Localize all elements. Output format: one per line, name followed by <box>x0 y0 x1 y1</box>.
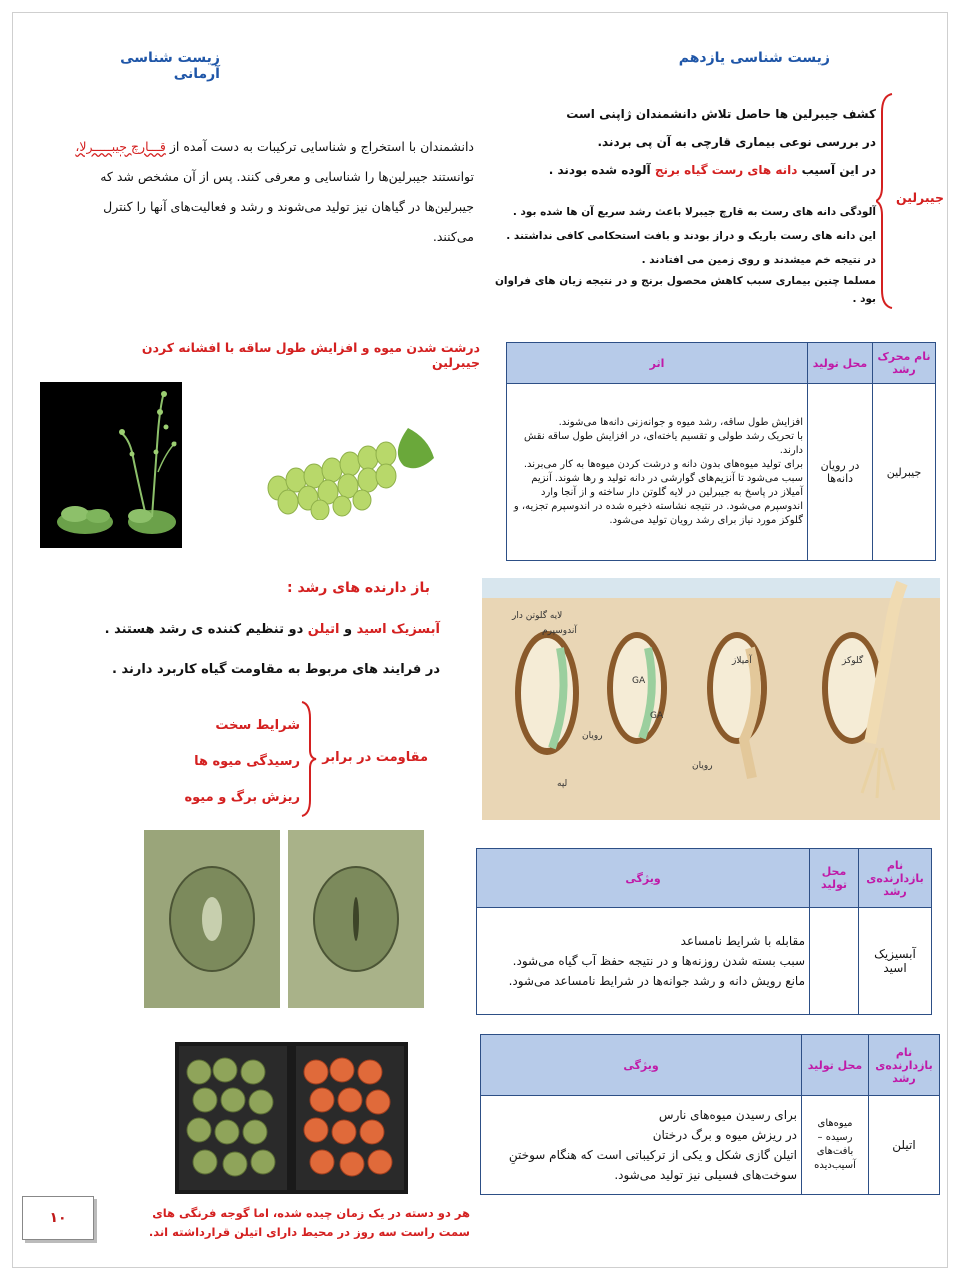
aba-name-cell: آبسیزیک اسید <box>859 908 932 1015</box>
tomato-caption: هر دو دسته در یک زمان چیده شده، اما گوجه فرنگی های سمت راست سه روز در محیط دارای اتیلن قرارداشته اند. <box>148 1206 470 1239</box>
page-number: ۱۰ <box>22 1196 94 1240</box>
col-place-header: محل تولید <box>802 1035 869 1096</box>
diagram-label: GA <box>632 676 646 686</box>
gib-line-3a: در این آسیب <box>797 163 876 177</box>
resistance-label: مقاومت در برابر <box>322 750 428 765</box>
stomata-photo <box>144 830 424 1008</box>
diagram-label: رویان <box>582 731 603 741</box>
resistance-item: ریزش برگ و میوه <box>184 790 300 805</box>
gibberellin-table <box>506 342 936 561</box>
plant-illustration <box>40 382 182 548</box>
col-place-header: محل تولید <box>808 343 873 384</box>
gib-line-2: در بررسی نوعی بیماری قارچی به آن پی بردند. <box>597 135 876 149</box>
seed-diagram-illustration <box>482 578 940 820</box>
diagram-label: گلوکز <box>842 656 864 666</box>
ethylene-term: اتیلن <box>307 622 340 637</box>
resistance-item: رسیدگی میوه ها <box>194 754 300 769</box>
gib-line-7: مسلما چنین بیماری سبب کاهش محصول برنج و در نتیجه زیان های فراوان <box>494 275 876 287</box>
ethylene-place-cell: میوه‌های رسیده – بافت‌های آسیب‌دیده <box>802 1096 869 1195</box>
gib-line-5: این دانه های رست باریک و دراز بودند و بافت استحکامی کافی نداشتند . <box>506 230 876 242</box>
inhibitors-line-2: در فرایند های مربوط به مقاومت گیاه کاربرد دارند . <box>112 662 440 677</box>
feature-line: مانع رویش دانه و رشد جوانه‌ها در شرایط نامساعد می‌شود. <box>508 974 805 988</box>
intro-text-4: می‌کنند. <box>432 229 474 244</box>
gib-effect-cell <box>507 384 808 561</box>
effect-line: سبب می‌شود تا آنزیم‌های گوارشی در دانه تولید و رها شوند. آنزیم آمیلاز در پاسخ به جیبرلین در لایه گلوتن دار ساخته و از آنجا وارد اندوسپرم می‌شود. در نتیجه نشاسته ذخیره شده در اندوسپرم تجزیه، و گلوکز مورد نیاز برای رشد رویان تولید می‌شود. <box>513 473 803 526</box>
diagram-label: لپه <box>557 779 568 789</box>
resistance-bracket-icon <box>300 700 320 818</box>
seed-germination-diagram <box>482 578 940 820</box>
feature-line: برای رسیدن میوه‌های نارس <box>658 1108 797 1122</box>
col-place-header: محل تولید <box>810 849 859 908</box>
resistance-list <box>150 708 300 816</box>
col-effect-header: اثر <box>507 343 808 384</box>
diagram-label: آندوسپرم <box>542 626 577 636</box>
diagram-label: آمیلاز <box>732 656 752 666</box>
diagram-label: رویان <box>692 761 713 771</box>
right-header-title: زیست شناسی یازدهم <box>678 50 830 66</box>
grapes-photo <box>258 418 440 520</box>
gibberellin-notes-small <box>480 200 876 308</box>
fruit-caption: درشت شدن میوه و افزایش طول ساقه با افشانه کردن جیبرلین <box>141 340 480 370</box>
intro-text-2: توانستند جیبرلین‌ها را شناسایی و معرفی کنند. پس از آن مشخص شد که <box>100 169 474 184</box>
intro-text-1: دانشمندان با استخراج و شناسایی ترکیبات به دست آمده از <box>165 139 474 154</box>
aba-table <box>476 848 932 1015</box>
resistance-item: شرایط سخت <box>215 718 300 733</box>
gib-name-cell: جیبرلین <box>873 384 936 561</box>
effect-line: با تحریک رشد طولی و تقسیم یاخته‌ای، در افزایش طول ساقه نقش دارند. <box>524 431 803 456</box>
gibberellin-notes <box>480 100 876 184</box>
inhibitors-line-1 <box>70 622 440 637</box>
bracket-icon <box>876 92 896 310</box>
tomato-illustration <box>175 1042 408 1194</box>
grapes-illustration <box>258 418 440 520</box>
gib-line-6: در نتیجه خم میشدند و روی زمین می افتادند . <box>641 254 876 266</box>
tomato-photo <box>175 1042 408 1194</box>
aba-term: آبسزیک اسید <box>356 622 440 637</box>
intro-text-3: جیبرلین‌ها در گیاهان نیز تولید می‌شوند و رشد و فعالیت‌های آنها را کنترل <box>103 199 474 214</box>
feature-line: مقابله با شرایط نامساعد <box>680 934 805 948</box>
col-feature-header: ویژگی <box>477 849 810 908</box>
col-name-header: نام بازدارنده‌ی رشد <box>869 1035 940 1096</box>
gibberella-term: قـــارچ جیبـــــرلا، <box>75 139 166 154</box>
col-name-header: نام محرک رشد <box>873 343 936 384</box>
stomata-illustration <box>144 830 424 1008</box>
diagram-label: GA <box>650 711 664 721</box>
diagram-label: لایه گلوتن دار <box>512 611 563 621</box>
left-header-title: زیست شناسی آرمانی <box>120 50 220 82</box>
inhibitors-title: باز دارنده های رشد : <box>286 580 430 596</box>
inhibitors-text: دو تنظیم کننده ی رشد هستند . <box>104 622 308 637</box>
gib-line-3c: آلوده شده بودند . <box>548 163 655 177</box>
feature-line: سبب بسته شدن روزنه‌ها و در نتیجه حفظ آب گیاه می‌شود. <box>512 954 805 968</box>
effect-line: افزایش طول ساقه، رشد میوه و جوانه‌زنی دانه‌ها می‌شوند. <box>558 417 803 428</box>
rice-seedling-term: دانه های رست گیاه برنج <box>654 163 798 177</box>
col-name-header: نام بازدارنده‌ی رشد <box>859 849 932 908</box>
ethylene-feature-cell <box>481 1096 802 1195</box>
aba-place-cell <box>810 908 859 1015</box>
intro-paragraph <box>40 132 474 252</box>
gib-line-1: کشف جیبرلین ها حاصل تلاش دانشمندان ژاپنی است <box>566 107 876 121</box>
gib-line-8: بود . <box>852 293 876 305</box>
ethylene-name-cell: اتیلن <box>869 1096 940 1195</box>
feature-line: اتیلن گازی شکل و یکی از ترکیباتی است که هنگام سوختنِ سوخت‌های فسیلی نیز تولید می‌شود. <box>508 1148 797 1182</box>
and-word: و <box>339 622 357 637</box>
bracket-label: جیبرلین <box>896 190 945 205</box>
plant-photo <box>40 382 182 548</box>
aba-feature-cell <box>477 908 810 1015</box>
gib-place-cell: در رویان دانه‌ها <box>808 384 873 561</box>
col-feature-header: ویژگی <box>481 1035 802 1096</box>
ethylene-table <box>480 1034 940 1195</box>
gib-line-4: آلودگی دانه های رست به قارچ جیبرلا باعث رشد سریع آن ها شده بود . <box>512 206 876 218</box>
effect-line: برای تولید میوه‌های بدون دانه و درشت کردن میوه‌ها به کار می‌برند. <box>523 459 803 470</box>
feature-line: در ریزش میوه و برگ درختان <box>652 1128 797 1142</box>
